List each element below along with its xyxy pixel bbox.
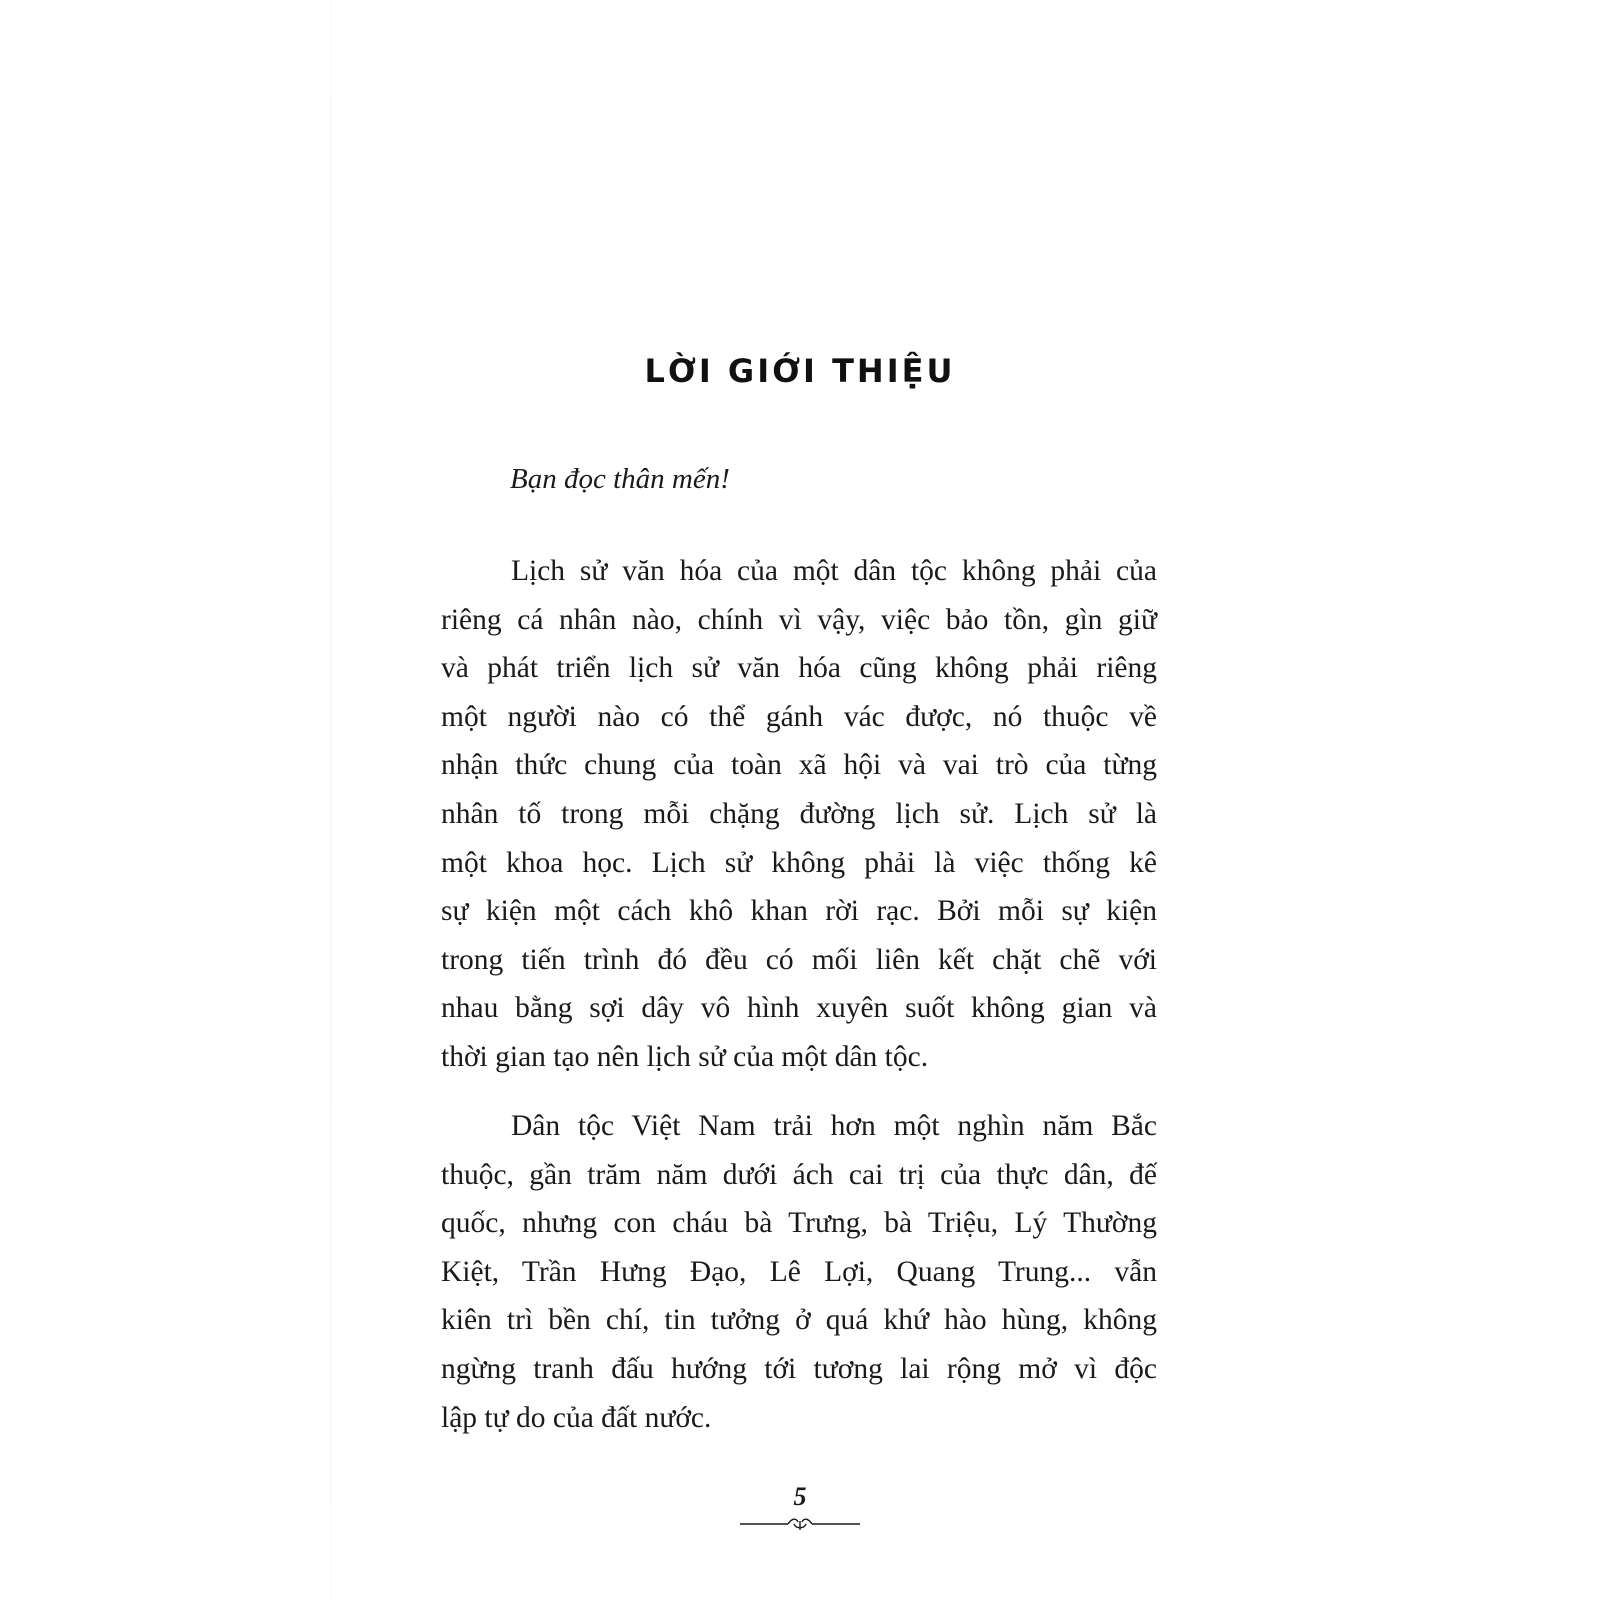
- text-line: nhân tố trong mỗi chặng đường lịch sử. Lịch sử là: [441, 797, 1157, 830]
- text-line: Lịch sử văn hóa của một dân tộc không phải của: [511, 555, 1157, 587]
- page-number: 5: [793, 1482, 807, 1511]
- text-line: thuộc, gần trăm năm dưới ách cai trị của thực dân, đế: [441, 1158, 1157, 1191]
- text-line: trong tiến trình đó đều có mối liên kết chặt chẽ với: [441, 943, 1157, 976]
- text-line: ngừng tranh đấu hướng tới tương lai rộng mở vì độc: [441, 1352, 1157, 1385]
- chapter-title: LỜI GIỚI THIỆU: [644, 352, 956, 390]
- paragraph-2: [441, 1102, 1157, 1442]
- greeting: Bạn đọc thân mến!: [510, 463, 730, 495]
- text-line: kiên trì bền chí, tin tưởng ở quá khứ hào hùng, không: [441, 1304, 1157, 1337]
- flourish-divider-icon: [740, 1516, 860, 1537]
- text-line: sự kiện một cách khô khan rời rạc. Bởi mỗi sự kiện: [441, 895, 1157, 928]
- text-line: một người nào có thể gánh vác được, nó thuộc về: [441, 700, 1157, 733]
- text-line: riêng cá nhân nào, chính vì vậy, việc bảo tồn, gìn giữ: [441, 603, 1157, 636]
- text-line: một khoa học. Lịch sử không phải là việc thống kê: [441, 846, 1157, 879]
- text-line: quốc, nhưng con cháu bà Trưng, bà Triệu, Lý Thường: [441, 1207, 1157, 1240]
- paragraph-1: [441, 547, 1157, 1082]
- text-line: Kiệt, Trần Hưng Đạo, Lê Lợi, Quang Trung... vẫn: [441, 1255, 1157, 1288]
- text-line: và phát triển lịch sử văn hóa cũng không phải riêng: [441, 652, 1157, 685]
- text-line: nhận thức chung của toàn xã hội và vai trò của từng: [441, 749, 1157, 782]
- text-line: thời gian tạo nên lịch sử của một dân tộc.: [441, 1040, 929, 1073]
- text-line: lập tự do của đất nước.: [441, 1401, 712, 1434]
- text-line: nhau bằng sợi dây vô hình xuyên suốt không gian và: [441, 992, 1157, 1025]
- page-gutter-shadow: [330, 0, 332, 1600]
- text-line: Dân tộc Việt Nam trải hơn một nghìn năm Bắc: [511, 1110, 1157, 1142]
